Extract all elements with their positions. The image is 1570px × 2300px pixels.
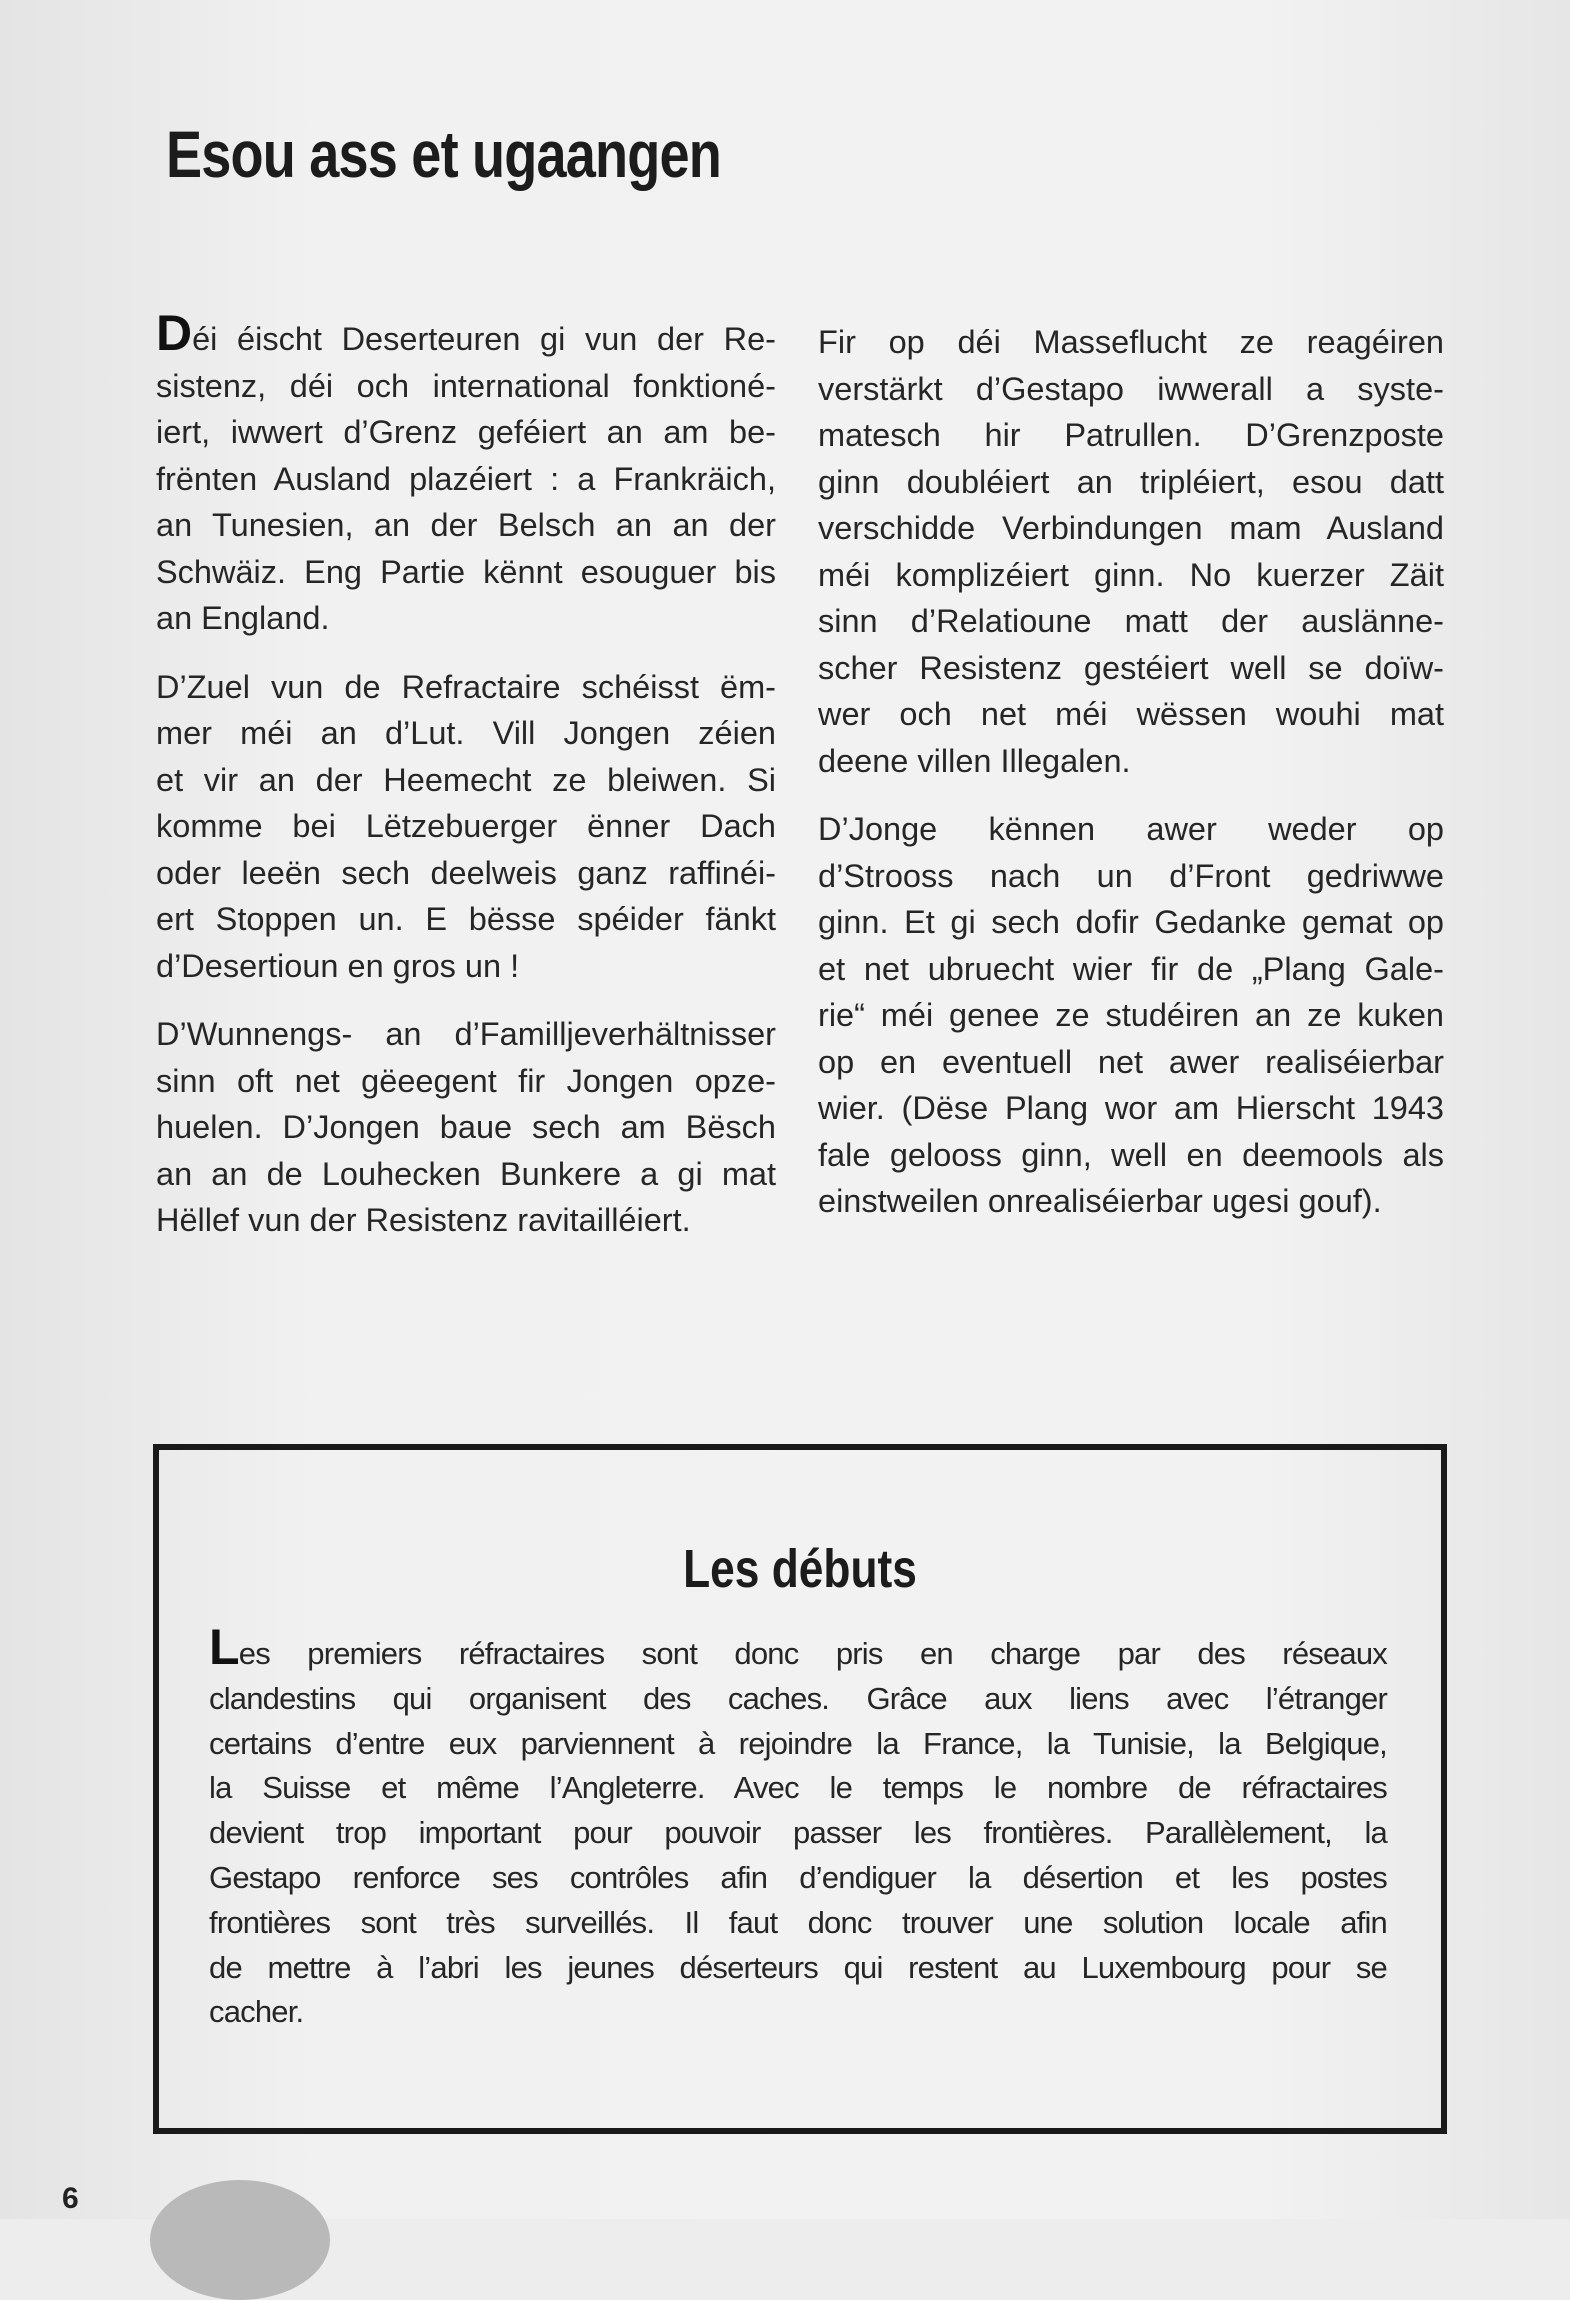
- text-line: [156, 943, 776, 990]
- text-line: [818, 598, 1444, 645]
- line-text: iert, iwwert d’Grenz geféiert an am be-: [156, 414, 776, 450]
- text-line: [209, 1722, 1387, 1767]
- text-line: [156, 896, 776, 943]
- drop-cap: D: [156, 305, 193, 361]
- text-line: [818, 459, 1444, 506]
- line-text: d’Desertioun en gros un !: [156, 947, 520, 984]
- text-line: [156, 803, 776, 850]
- line-text: an an de Louhecken Bunkere a gi mat: [156, 1155, 776, 1192]
- line-text: éi éischt Deserteuren gi vun der Re-: [192, 321, 776, 357]
- line-text: cacher.: [209, 1994, 304, 2030]
- line-text: verstärkt d’Gestapo iwwerall a syste-: [818, 370, 1444, 407]
- text-line: [156, 1151, 776, 1198]
- line-text: Schwäiz. Eng Partie kënnt esouguer bis: [156, 553, 776, 590]
- line-text: Hëllef vun der Resistenz ravitailléiert.: [156, 1202, 691, 1238]
- line-text: es premiers réfractaires sont donc pris en charge par des réseaux: [238, 1636, 1387, 1671]
- line-text: ginn doubléiert an tripléiert, esou datt: [818, 463, 1444, 500]
- line-text: komme bei Lëtzebuerger ënner Dach: [156, 808, 776, 844]
- line-text: certains d’entre eux parviennent à rejoindre la France, la Tunisie, la Belgique,: [209, 1725, 1387, 1761]
- text-line: [818, 806, 1444, 853]
- text-line: [209, 1677, 1387, 1722]
- line-text: D’Jonge kënnen awer weder op: [818, 811, 1444, 847]
- line-text: la Suisse et même l’Angleterre. Avec le temps le nombre de réfractaires: [209, 1770, 1387, 1806]
- text-line: [156, 409, 776, 456]
- paragraph: [156, 664, 776, 990]
- line-text: méi komplizéiert ginn. No kuerzer Zäit: [818, 556, 1444, 593]
- line-text: Gestapo renforce ses contrôles afin d’endiguer la désertion et les postes: [209, 1859, 1387, 1895]
- text-line: [156, 456, 776, 503]
- text-line: [209, 1990, 1387, 2035]
- text-line: [818, 1085, 1444, 1132]
- text-line: [156, 1011, 776, 1058]
- line-text: wer och net méi wëssen wouhi mat: [818, 696, 1444, 732]
- line-text: d’Strooss nach un d’Front gedriwwe: [818, 857, 1444, 894]
- box-title: Les débuts: [683, 1539, 917, 1599]
- line-text: fale gelooss ginn, well en deemools als: [818, 1136, 1444, 1173]
- line-text: huelen. D’Jongen baue sech am Bësch: [156, 1109, 776, 1145]
- line-text: D’Zuel vun de Refractaire schéisst ëm-: [156, 668, 776, 705]
- text-line: [818, 505, 1444, 552]
- line-text: deene villen Illegalen.: [818, 742, 1131, 779]
- text-line: [209, 1946, 1387, 1991]
- text-line: [818, 366, 1444, 413]
- text-line: [209, 1901, 1387, 1946]
- right-column: [818, 319, 1444, 1247]
- text-line: [209, 1811, 1387, 1856]
- line-text: sinn d’Relatioune matt der auslänne-: [818, 603, 1444, 639]
- line-text: D’Wunnengs- an d’Familljeverhältnisser: [156, 1016, 776, 1052]
- line-text: ert Stoppen un. E bësse spéider fänkt: [156, 901, 776, 937]
- text-line: [209, 1619, 1387, 1677]
- text-line: [818, 552, 1444, 599]
- line-text: verschidde Verbindungen mam Ausland: [818, 510, 1444, 546]
- line-text: frontières sont très surveillés. Il faut donc trouver une solution locale afin: [209, 1904, 1387, 1940]
- text-line: [818, 1039, 1444, 1086]
- text-line: [818, 319, 1444, 366]
- line-text: an Tunesien, an der Belsch an an der: [156, 507, 776, 543]
- text-line: [209, 1856, 1387, 1901]
- text-line: [818, 1132, 1444, 1179]
- text-line: [156, 710, 776, 757]
- paragraph: [818, 806, 1444, 1225]
- text-line: [818, 992, 1444, 1039]
- text-line: [818, 1178, 1444, 1225]
- text-line: [818, 645, 1444, 692]
- line-text: ginn. Et gi sech dofir Gedanke gemat op: [818, 904, 1444, 940]
- line-text: wier. (Dëse Plang wor am Hierscht 1943: [818, 1090, 1444, 1126]
- left-column: [156, 305, 776, 1266]
- page-number: 6: [62, 2182, 79, 2215]
- line-text: et vir an der Heemecht ze bleiwen. Si: [156, 761, 776, 798]
- line-text: sistenz, déi och international fonktioné-: [156, 367, 776, 404]
- line-text: op en eventuell net awer realiséierbar: [818, 1043, 1444, 1080]
- text-line: [156, 595, 776, 642]
- text-line: [818, 738, 1444, 785]
- text-line: [156, 1197, 776, 1244]
- line-text: einstweilen onrealiséierbar ugesi gouf).: [818, 1183, 1382, 1219]
- text-line: [156, 1104, 776, 1151]
- line-text: Fir op déi Masseflucht ze reagéiren: [818, 324, 1444, 360]
- text-line: [818, 853, 1444, 900]
- text-line: [818, 412, 1444, 459]
- line-text: sinn oft net gëeegent fir Jongen opze-: [156, 1062, 776, 1099]
- text-line: [156, 363, 776, 410]
- text-line: [156, 305, 776, 363]
- line-text: clandestins qui organisent des caches. Grâce aux liens avec l’étranger: [209, 1680, 1387, 1716]
- paragraph: [156, 305, 776, 642]
- paragraph: [156, 1011, 776, 1244]
- page-title: Esou ass et ugaangen: [166, 117, 722, 191]
- text-line: [156, 549, 776, 596]
- line-text: frënten Ausland plazéiert : a Frankräich,: [156, 460, 776, 497]
- text-line: [818, 691, 1444, 738]
- text-line: [156, 757, 776, 804]
- line-text: et net ubruecht wier fir de „Plang Gale-: [818, 950, 1444, 987]
- text-line: [156, 502, 776, 549]
- line-text: de mettre à l’abri les jeunes déserteurs qui restent au Luxembourg pour se: [209, 1949, 1387, 1985]
- line-text: matesch hir Patrullen. D’Grenzposte: [818, 417, 1444, 453]
- text-line: [156, 1058, 776, 1105]
- text-line: [156, 664, 776, 711]
- line-text: scher Resistenz gestéiert well se doïw-: [818, 649, 1444, 686]
- line-text: an England.: [156, 600, 330, 636]
- text-line: [209, 1766, 1387, 1811]
- paragraph: [818, 319, 1444, 784]
- line-text: mer méi an d’Lut. Vill Jongen zéien: [156, 715, 776, 751]
- decorative-disc: [150, 2180, 330, 2300]
- drop-cap: L: [209, 1619, 239, 1675]
- box-text: [209, 1619, 1387, 2035]
- text-line: [818, 946, 1444, 993]
- line-text: rie“ méi genee ze studéiren an ze kuken: [818, 997, 1444, 1033]
- line-text: oder leeën sech deelweis ganz raffinéi-: [156, 854, 776, 891]
- info-box-les-debuts: [153, 1444, 1447, 2134]
- text-line: [818, 899, 1444, 946]
- line-text: devient trop important pour pouvoir passer les frontières. Parallèlement, la: [209, 1815, 1387, 1851]
- text-line: [156, 850, 776, 897]
